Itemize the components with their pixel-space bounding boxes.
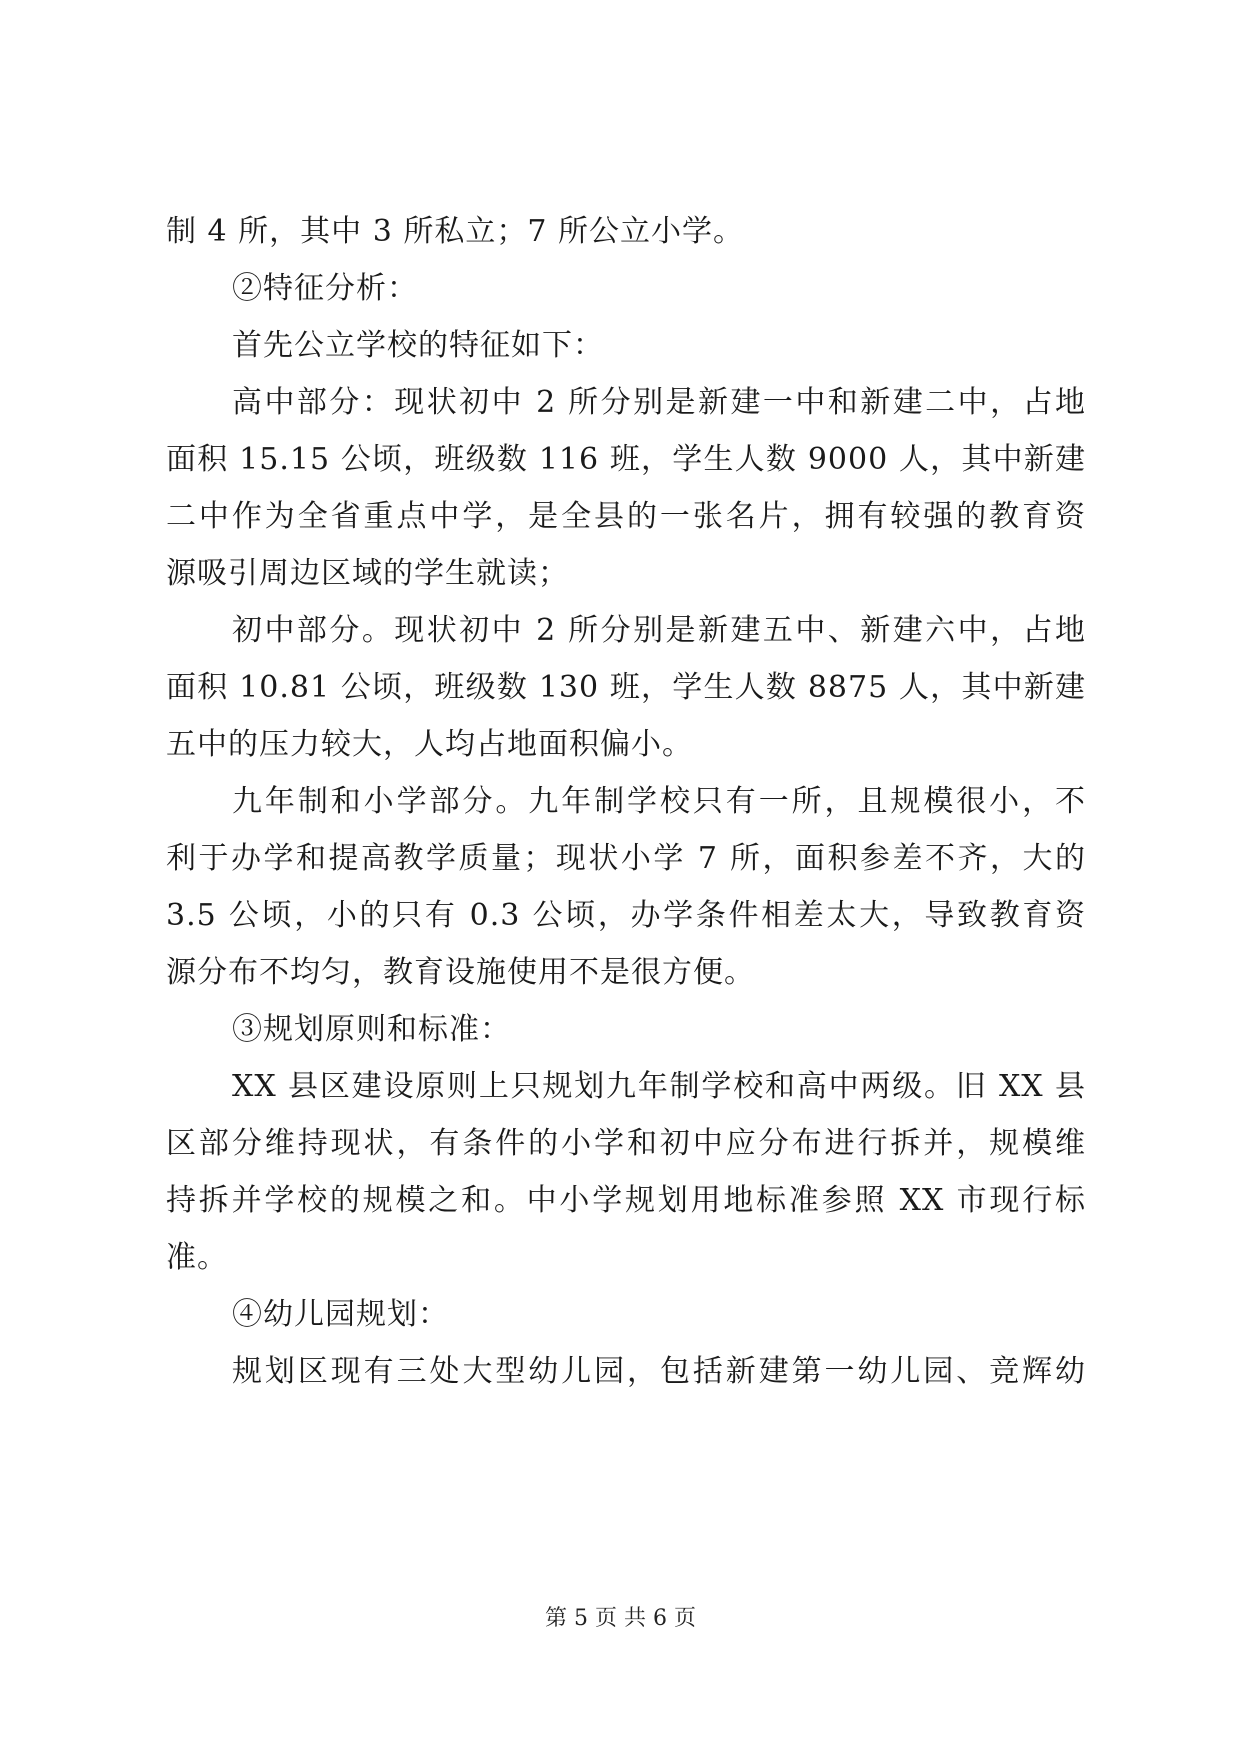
text-line: 五中的压力较大，人均占地面积偏小。	[166, 727, 693, 762]
text-line: XX 县区建设原则上只规划九年制学校和高中两级。旧 XX 县	[232, 1069, 1086, 1104]
text-line: 九年制和小学部分。九年制学校只有一所，且规模很小，不	[232, 784, 1086, 819]
text-line: 面积 15.15 公顷，班级数 116 班，学生人数 9000 人，其中新建	[166, 442, 1086, 477]
page-footer: 第 5 页 共 6 页	[545, 1606, 696, 1631]
text-line: 高中部分：现状初中 2 所分别是新建一中和新建二中，占地	[232, 385, 1086, 420]
section-heading: ③规划原则和标准：	[232, 1012, 511, 1047]
text-line: 利于办学和提高教学质量；现状小学 7 所，面积参差不齐，大的	[166, 841, 1086, 876]
text-line: 源吸引周边区域的学生就读；	[166, 556, 569, 591]
text-line: 初中部分。现状初中 2 所分别是新建五中、新建六中，占地	[232, 613, 1086, 648]
text-line: 制 4 所，其中 3 所私立；7 所公立小学。	[166, 214, 744, 249]
text-line: 准。	[166, 1240, 228, 1275]
text-line: 二中作为全省重点中学，是全县的一张名片，拥有较强的教育资	[166, 499, 1086, 534]
section-heading: ④幼儿园规划：	[232, 1297, 449, 1332]
text-line: 区部分维持现状，有条件的小学和初中应分布进行拆并，规模维	[166, 1126, 1086, 1161]
text-line: 3.5 公顷，小的只有 0.3 公顷，办学条件相差太大，导致教育资	[166, 898, 1086, 933]
text-line: 源分布不均匀，教育设施使用不是很方便。	[166, 955, 755, 990]
text-line: 面积 10.81 公顷，班级数 130 班，学生人数 8875 人，其中新建	[166, 670, 1086, 705]
text-line: 首先公立学校的特征如下：	[232, 328, 604, 363]
text-line: 规划区现有三处大型幼儿园，包括新建第一幼儿园、竞辉幼	[232, 1354, 1086, 1389]
section-heading: ②特征分析：	[232, 271, 418, 306]
text-line: 持拆并学校的规模之和。中小学规划用地标准参照 XX 市现行标	[166, 1183, 1086, 1218]
